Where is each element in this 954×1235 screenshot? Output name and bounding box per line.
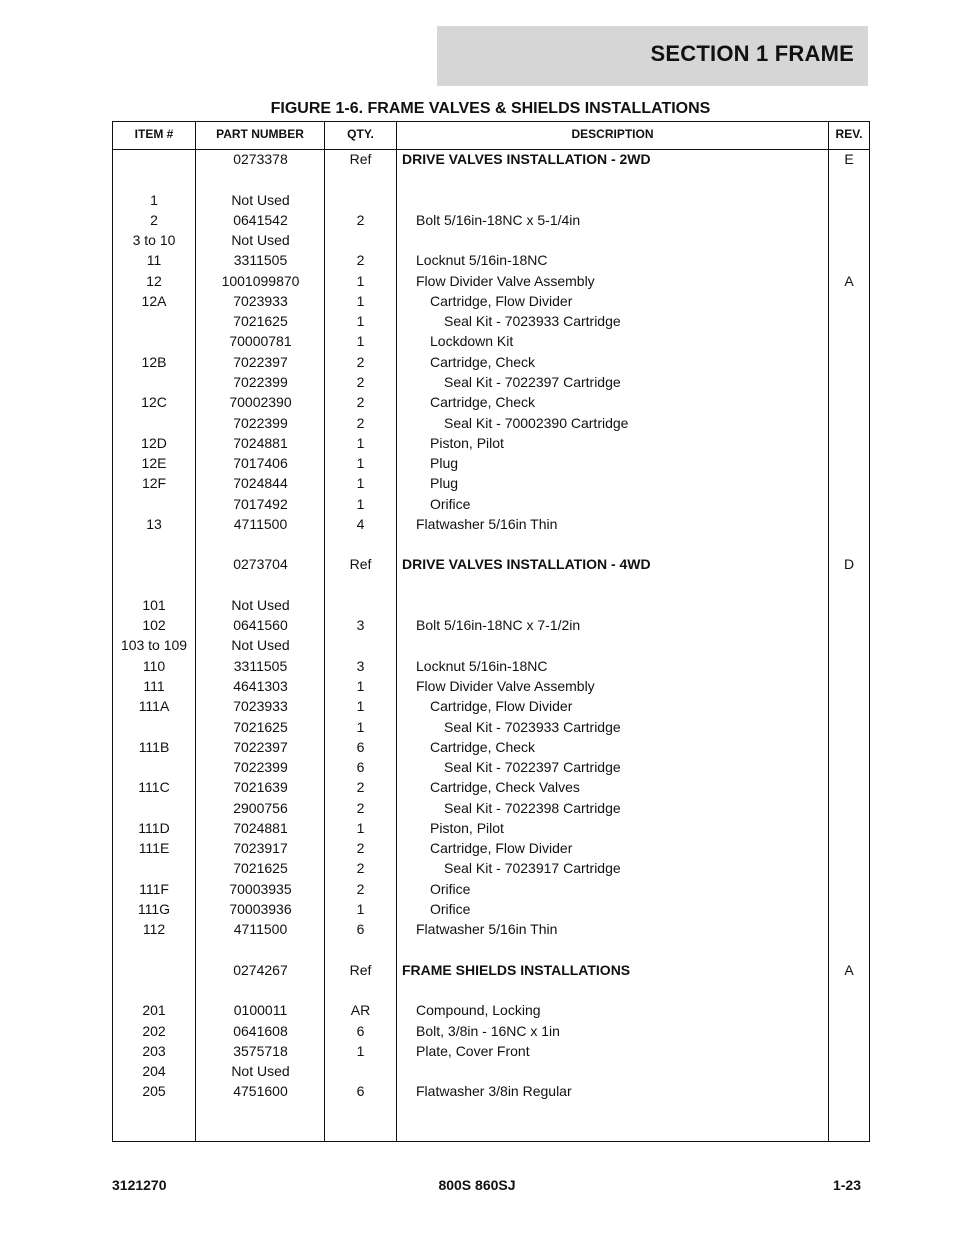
table-row xyxy=(113,980,869,1000)
section-header xyxy=(437,26,868,86)
item-cell: 111E xyxy=(138,840,170,857)
item-cell: 101 xyxy=(142,596,166,613)
description-cell: Cartridge, Check xyxy=(430,738,536,755)
table-row xyxy=(113,717,869,737)
part-number-cell: 7023933 xyxy=(233,698,288,715)
rev-cell: A xyxy=(844,961,854,978)
part-number-cell: Not Used xyxy=(231,1063,290,1080)
qty-cell: 1 xyxy=(356,698,365,715)
table-row xyxy=(113,149,869,169)
qty-cell: 6 xyxy=(356,738,365,755)
description-cell: Cartridge, Flow Divider xyxy=(430,840,573,857)
description-cell: Orifice xyxy=(430,495,471,512)
header-qty: QTY. xyxy=(347,127,374,141)
parts-table xyxy=(112,121,870,1142)
table-row xyxy=(113,453,869,473)
qty-cell: 2 xyxy=(356,353,365,370)
table-row xyxy=(113,635,869,655)
table-row xyxy=(113,615,869,635)
item-cell: 103 to 109 xyxy=(120,637,188,654)
item-cell: 202 xyxy=(142,1022,166,1039)
table-row xyxy=(113,1021,869,1041)
header-rev: REV. xyxy=(835,127,863,141)
table-row xyxy=(113,656,869,676)
description-cell: Piston, Pilot xyxy=(430,819,504,836)
qty-cell: 3 xyxy=(356,617,365,634)
item-cell: 111B xyxy=(138,738,170,755)
table-row xyxy=(113,818,869,838)
table-row xyxy=(113,1061,869,1081)
table-row xyxy=(113,595,869,615)
table-row xyxy=(113,514,869,534)
part-number-cell: 7022397 xyxy=(233,738,288,755)
item-cell: 12A xyxy=(141,292,167,309)
item-cell: 3 to 10 xyxy=(132,232,176,249)
item-cell: 111A xyxy=(138,698,170,715)
table-row xyxy=(113,696,869,716)
qty-cell: 1 xyxy=(356,475,365,492)
part-number-cell: 7021625 xyxy=(233,718,288,735)
description-cell: Orifice xyxy=(430,880,471,897)
qty-cell: 4 xyxy=(356,515,365,532)
description-cell: Plug xyxy=(430,455,459,472)
part-number-cell: 0641608 xyxy=(233,1022,288,1039)
table-row xyxy=(113,534,869,554)
part-number-cell: 7022399 xyxy=(233,414,288,431)
table-row xyxy=(113,676,869,696)
qty-cell: 2 xyxy=(356,799,365,816)
qty-cell: 1 xyxy=(356,313,365,330)
qty-cell: Ref xyxy=(349,556,372,573)
description-cell: DRIVE VALVES INSTALLATION - 2WD xyxy=(402,151,651,167)
item-cell: 201 xyxy=(142,1002,166,1019)
description-cell: FRAME SHIELDS INSTALLATIONS xyxy=(402,961,631,978)
part-number-cell: Not Used xyxy=(231,637,290,654)
qty-cell: 1 xyxy=(356,819,365,836)
qty-cell: 2 xyxy=(356,860,365,877)
table-row xyxy=(113,169,869,189)
qty-cell: 1 xyxy=(356,333,365,350)
description-cell: Seal Kit - 7022397 Cartridge xyxy=(444,373,621,390)
qty-cell: Ref xyxy=(349,961,372,978)
qty-cell: 3 xyxy=(356,657,365,674)
description-cell: Plug xyxy=(430,475,459,492)
qty-cell: 1 xyxy=(356,1042,365,1059)
footer-page-number: 1-23 xyxy=(832,1177,861,1193)
part-number-cell: 2900756 xyxy=(233,799,288,816)
table-row xyxy=(113,210,869,230)
footer-model: 800S 860SJ xyxy=(438,1177,516,1193)
item-cell: 111D xyxy=(138,819,170,836)
qty-cell: 1 xyxy=(356,678,365,695)
part-number-cell: 0641542 xyxy=(233,211,288,228)
table-row xyxy=(113,473,869,493)
header-part-number: PART NUMBER xyxy=(216,127,304,141)
part-number-cell: 7024881 xyxy=(233,434,288,451)
table-row xyxy=(113,352,869,372)
header-item: ITEM # xyxy=(134,127,174,141)
table-row xyxy=(113,433,869,453)
table-row xyxy=(113,311,869,331)
item-cell: 111F xyxy=(139,880,169,897)
description-cell: Seal Kit - 70002390 Cartridge xyxy=(444,414,629,431)
table-row xyxy=(113,291,869,311)
qty-cell: Ref xyxy=(349,151,372,167)
part-number-cell: 70002390 xyxy=(229,394,292,411)
description-cell: Piston, Pilot xyxy=(430,434,504,451)
table-row xyxy=(113,575,869,595)
part-number-cell: 7017406 xyxy=(233,455,288,472)
part-number-cell: 4711500 xyxy=(233,921,288,938)
figure-title: FIGURE 1-6. FRAME VALVES & SHIELDS INSTALLATIONS xyxy=(270,100,711,117)
qty-cell: 2 xyxy=(356,880,365,897)
qty-cell: 1 xyxy=(356,292,365,309)
description-cell: Bolt 5/16in-18NC x 7-1/2in xyxy=(416,617,581,634)
qty-cell: 2 xyxy=(356,373,365,390)
part-number-cell: 7024844 xyxy=(233,475,288,492)
part-number-cell: Not Used xyxy=(231,596,290,613)
table-row xyxy=(113,879,869,899)
description-cell: Flatwasher 5/16in Thin xyxy=(416,515,558,532)
item-cell: 112 xyxy=(142,921,166,938)
part-number-cell: 3311505 xyxy=(233,252,288,269)
description-cell: Cartridge, Check xyxy=(430,394,536,411)
part-number-cell: 7022399 xyxy=(233,759,288,776)
item-cell: 11 xyxy=(146,252,162,269)
table-row xyxy=(113,230,869,250)
part-number-cell: 70003936 xyxy=(229,900,292,917)
footer-doc-number: 3121270 xyxy=(112,1177,167,1193)
table-row xyxy=(113,271,869,291)
table-row xyxy=(113,250,869,270)
item-cell: 111 xyxy=(143,678,165,695)
table-row xyxy=(113,1041,869,1061)
qty-cell: 1 xyxy=(356,272,365,289)
item-cell: 111C xyxy=(138,779,170,796)
item-cell: 203 xyxy=(142,1042,166,1059)
part-number-cell: 1001099870 xyxy=(221,272,300,289)
qty-cell: 2 xyxy=(356,252,365,269)
qty-cell: 1 xyxy=(356,495,365,512)
qty-cell: 1 xyxy=(356,455,365,472)
qty-cell: 1 xyxy=(356,900,365,917)
rev-cell: A xyxy=(844,272,854,289)
table-row xyxy=(113,838,869,858)
qty-cell: 6 xyxy=(356,1022,365,1039)
description-cell: Cartridge, Check Valves xyxy=(430,779,580,796)
part-number-cell: 7023933 xyxy=(233,292,288,309)
part-number-cell: 4641303 xyxy=(233,678,288,695)
qty-cell: 6 xyxy=(356,1083,365,1100)
qty-cell: AR xyxy=(350,1002,371,1019)
table-row xyxy=(113,940,869,960)
part-number-cell: 70000781 xyxy=(229,333,292,350)
item-cell: 205 xyxy=(142,1083,166,1100)
description-cell: Bolt 5/16in-18NC x 5-1/4in xyxy=(416,211,581,228)
table-row xyxy=(113,858,869,878)
part-number-cell: 7017492 xyxy=(233,495,288,512)
table-row xyxy=(113,960,869,980)
table-row xyxy=(113,757,869,777)
part-number-cell: 0274267 xyxy=(233,961,288,978)
table-row xyxy=(113,554,869,574)
item-cell: 12E xyxy=(141,455,167,472)
qty-cell: 1 xyxy=(356,434,365,451)
item-cell: 111G xyxy=(137,900,171,917)
part-number-cell: 0273378 xyxy=(233,151,288,167)
description-cell: Plate, Cover Front xyxy=(416,1042,530,1059)
description-cell: Flow Divider Valve Assembly xyxy=(416,272,595,289)
item-cell: 204 xyxy=(142,1063,166,1080)
description-cell: Cartridge, Flow Divider xyxy=(430,698,573,715)
part-number-cell: 4711500 xyxy=(233,515,288,532)
item-cell: 2 xyxy=(150,211,158,228)
section-title: SECTION 1 FRAME xyxy=(650,41,854,66)
item-cell: 12D xyxy=(141,434,167,451)
description-cell: Flow Divider Valve Assembly xyxy=(416,678,595,695)
description-cell: DRIVE VALVES INSTALLATION - 4WD xyxy=(402,556,651,573)
part-number-cell: 3311505 xyxy=(233,657,288,674)
item-cell: 12C xyxy=(141,394,167,411)
table-row xyxy=(113,413,869,433)
table-row xyxy=(113,798,869,818)
item-cell: 12 xyxy=(146,272,162,289)
description-cell: Lockdown Kit xyxy=(430,333,514,350)
description-cell: Cartridge, Check xyxy=(430,353,536,370)
description-cell: Cartridge, Flow Divider xyxy=(430,292,573,309)
table-row xyxy=(113,1081,869,1101)
table-row xyxy=(113,392,869,412)
item-cell: 1 xyxy=(150,191,158,208)
table-row xyxy=(113,1000,869,1020)
part-number-cell: Not Used xyxy=(231,232,290,249)
item-cell: 12B xyxy=(141,353,167,370)
table-row xyxy=(113,737,869,757)
part-number-cell: 4751600 xyxy=(233,1083,288,1100)
part-number-cell: 7022399 xyxy=(233,373,288,390)
description-cell: Seal Kit - 7023933 Cartridge xyxy=(444,313,621,330)
header-description: DESCRIPTION xyxy=(571,127,654,141)
part-number-cell: 7023917 xyxy=(233,840,288,857)
qty-cell: 6 xyxy=(356,759,365,776)
part-number-cell: 7021625 xyxy=(233,860,288,877)
table-row xyxy=(113,190,869,210)
part-number-cell: 7021625 xyxy=(233,313,288,330)
qty-cell: 6 xyxy=(356,921,365,938)
part-number-cell: 0641560 xyxy=(233,617,288,634)
item-cell: 110 xyxy=(142,657,166,674)
qty-cell: 2 xyxy=(356,840,365,857)
description-cell: Seal Kit - 7022397 Cartridge xyxy=(444,759,621,776)
table-row xyxy=(113,777,869,797)
part-number-cell: 0273704 xyxy=(233,556,288,573)
description-cell: Bolt, 3/8in - 16NC x 1in xyxy=(416,1022,560,1039)
table-row xyxy=(113,372,869,392)
table-row xyxy=(113,331,869,351)
table-row xyxy=(113,494,869,514)
rev-cell: D xyxy=(843,556,855,573)
qty-cell: 2 xyxy=(356,394,365,411)
description-cell: Seal Kit - 7023933 Cartridge xyxy=(444,718,621,735)
rev-cell: E xyxy=(844,151,854,167)
item-cell: 102 xyxy=(142,617,166,634)
item-cell: 13 xyxy=(146,515,162,532)
qty-cell: 2 xyxy=(356,211,365,228)
description-cell: Compound, Locking xyxy=(416,1002,541,1019)
description-cell: Orifice xyxy=(430,900,471,917)
part-number-cell: 7021639 xyxy=(233,779,288,796)
part-number-cell: Not Used xyxy=(231,191,290,208)
qty-cell: 2 xyxy=(356,414,365,431)
description-cell: Locknut 5/16in-18NC xyxy=(416,657,548,674)
description-cell: Seal Kit - 7023917 Cartridge xyxy=(444,860,621,877)
description-cell: Seal Kit - 7022398 Cartridge xyxy=(444,799,621,816)
part-number-cell: 3575718 xyxy=(233,1042,288,1059)
part-number-cell: 0100011 xyxy=(233,1002,288,1019)
qty-cell: 2 xyxy=(356,779,365,796)
item-cell: 12F xyxy=(141,475,167,492)
qty-cell: 1 xyxy=(356,718,365,735)
part-number-cell: 7024881 xyxy=(233,819,288,836)
part-number-cell: 7022397 xyxy=(233,353,288,370)
description-cell: Flatwasher 5/16in Thin xyxy=(416,921,558,938)
table-row xyxy=(113,899,869,919)
description-cell: Flatwasher 3/8in Regular xyxy=(416,1083,572,1100)
description-cell: Locknut 5/16in-18NC xyxy=(416,252,548,269)
part-number-cell: 70003935 xyxy=(229,880,292,897)
table-row xyxy=(113,919,869,939)
